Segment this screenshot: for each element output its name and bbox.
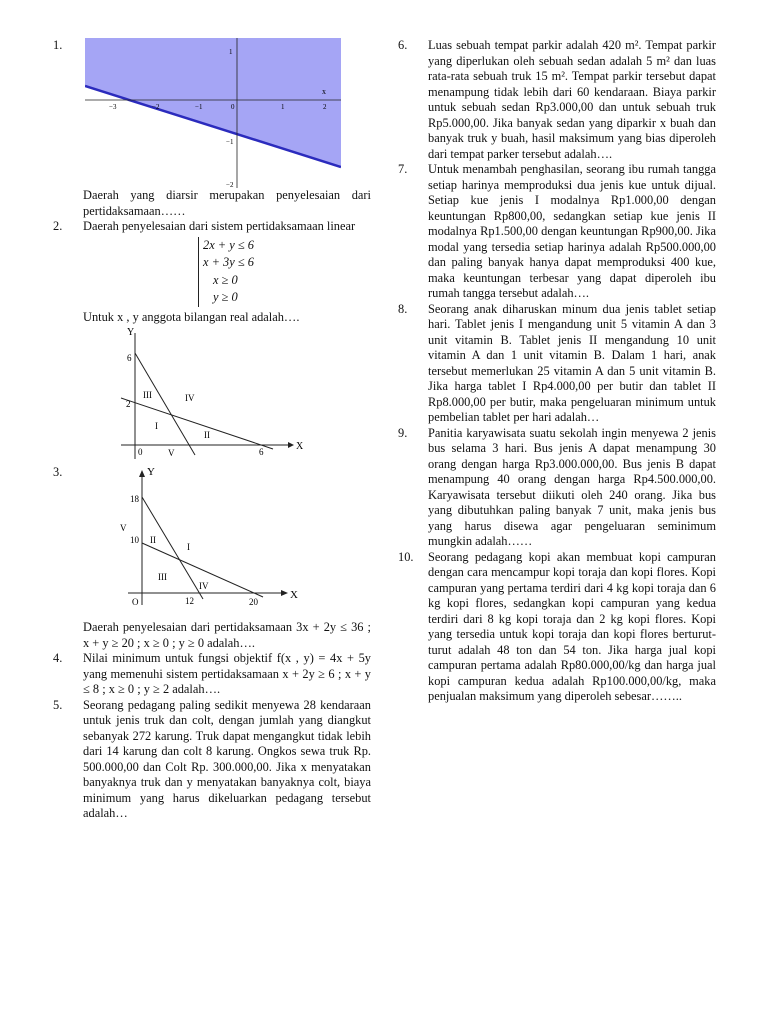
x-arrow [288,442,294,448]
line-2x-plus-y [135,353,195,455]
region-label: III [143,390,152,400]
tick-label-x: −3 [109,103,117,111]
inequality: y ≥ 0 [213,290,238,304]
inequality-system [198,237,371,307]
y-arrow [139,470,145,477]
question-number: 1. [53,38,63,52]
region-label: V [120,523,127,533]
x-axis-label: X [296,441,304,452]
tick-label-x: −1 [195,103,203,111]
question-number: 2. [53,219,63,233]
question-text: Seorang anak diharuskan minum dua jenis tablet setiap hari. Tablet jenis I mengandung unit 5 vitamin A dan 3 unit vitamin B. Tablet jenis II mengandung 10 unit vitamin A dan 1 unit vitamin B. Dalam 1 hari, anak tersebut memerlukan 25 vitamin A dan 5 unit vitamin B. Jika harga tablet I Rp4.000,00 per butir dan tablet II Rp8.000,00 per butir, maka pengeluaran minimum untuk pembelian tablet per hari adalah… [428,301,716,424]
question-number: 3. [53,465,63,479]
question-text: Nilai minimum untuk fungsi objektif f(x , y) = 4x + 5y yang memenuhi sistem pertidaksamaan x + 2y ≥ 6 ; x + y ≤ 8 ; x ≥ 0 ; y ≥ 2 adalah…. [83,651,371,696]
tick-label-y: −1 [226,138,234,146]
region-label: II [204,430,210,440]
inequality: x ≥ 0 [213,272,238,287]
tick-label-x: 2 [323,103,327,111]
left-column [53,38,371,822]
question-text: Panitia karyawisata suatu sekolah ingin menyewa 2 jenis bus selama 3 hari. Bus jenis A dapat menampung 30 orang dengan harga Rp3.000.000,00. Bus jenis B dapat menampung 40 orang dengan harga Rp4.500.000,00. Karyawisata tersebut diikuti oleh 240 orang. Jika bus yang dibutuhkan paling banyak 7 unit, maka jenis bus yang harus disewa agar pengeluaran seminimum mungkin adalah…… [428,425,716,548]
right-column [398,38,716,705]
line-3x-plus-2y [142,497,203,599]
region-label: V [168,448,175,458]
question-7 [398,162,716,302]
region-label: IV [199,581,209,591]
tick-label: 18 [130,494,139,504]
tick-label: 10 [130,535,139,545]
question-number: 9. [398,425,408,440]
region-label: III [158,572,167,582]
tick-label-x: −2 [152,103,160,111]
question-text: Luas sebuah tempat parkir adalah 420 m². Tempat parkir yang diperlukan oleh sebuah sedan adalah 5 m² dan luas rata-rata sebuah truk 15 m². Tempat parkir tersebut dapat menampung tidak lebih dari 60 kendaraan. Biaya parkir untuk sebuah sedan Rp3.000,00 dan untuk sebuah truk Rp5.000,00. Jika banyak sedan yang diparkir x buah dan banyak truk y buah, hasil maksimum yang bias diperoleh dari tempat parker tersebut adalah…. [428,38,716,161]
tick-label-x: 1 [281,103,285,111]
question-1 [53,38,371,219]
y-axis-label: Y [127,327,135,338]
tick-label: 6 [259,447,264,457]
q3-region-graph [103,465,303,620]
question-6 [398,38,716,162]
question-number: 5. [53,697,63,712]
q2-region-graph [113,325,313,465]
region-label: IV [185,393,195,403]
line-x-plus-3y [121,398,273,449]
tick-label-x: 0 [231,103,235,111]
question-10 [398,550,716,705]
x-axis-label: x [322,87,326,96]
question-2 [53,219,371,465]
question-3 [53,465,371,651]
question-text: Seorang pedagang paling sedikit menyewa 28 kendaraan untuk jenis truk dan colt, dengan jumlah yang diangkut sebanyak 272 karung. Truk dapat mengangkut tidak lebih dari 14 karung dan colt 8 karung. Ongkos sewa truk Rp. 500.000,00 dan Colt Rp. 300.000,00. Jika x menyatakan banyaknya truk dan y menyatakan banyaknya colt, biaya minimum yang harus dikeluarkan pedagang tersebut adalah… [83,697,371,820]
shaded-region [85,38,341,167]
origin-label: O [132,597,139,607]
x-axis-label: X [290,589,298,601]
question-4 [53,651,371,698]
question-intro: Daerah penyelesaian dari sistem pertidaksamaan linear [83,219,356,233]
question-9 [398,426,716,550]
question-text: Daerah yang diarsir merupakan penyelesaian dari pertidaksamaan…… [83,188,371,218]
question-number: 4. [53,651,63,665]
tick-label: 0 [138,447,143,457]
question-text: Daerah penyelesaian dari pertidaksamaan 3x + 2y ≤ 36 ; x + y ≥ 20 ; x ≥ 0 ; y ≥ 0 adalah…. [83,620,371,650]
question-5 [53,698,371,822]
question-number: 7. [398,162,408,176]
region-label: I [187,542,190,552]
tick-label: 12 [185,596,194,606]
question-text: Untuk menambah penghasilan, seorang ibu rumah tangga setiap harinya memproduksi dua jenis kue untuk dijual. Setiap kue jenis I modalnya Rp1.000,00 dengan keuntungan Rp800,00, sedangkan setiap kue jenis II modalnya Rp1.500,00 dengan keuntungan Rp900,00. Jika modal yang tersedia setiap harinya adalah Rp500.000,00 dan paling banyak hanya dapat memproduksi 400 kue, maka keuntungan terbesar yang dapat diperoleh ibu rumah tangga tersebut adalah…. [428,162,716,300]
inequality: x + 3y ≤ 6 [203,255,254,269]
question-number: 6. [398,38,408,52]
question-text: Seorang pedagang kopi akan membuat kopi campuran dengan cara mencampur kopi toraja dan kopi flores. Kopi campuran yang pertama terdiri dari 4 kg kopi toraja dan 6 kg kopi flores, sedangkan kopi campuran yang kedua terdiri dari 8 kg kopi toraja dan 2 kg kopi flores. Kopi yang tersedia untuk kopi toraja dan kopi flores berturut-turut adalah 48 ton dan 54 ton. Jika harga jual kopi campuran pertama adalah Rp80.000,00/kg dan harga jual kopi campuran kedua adalah Rp100.000,00/kg, maka penjualan maksimum yang diperoleh sebesar…….. [428,549,716,703]
question-tail: Untuk x , y anggota bilangan real adalah…. [83,309,300,324]
x-arrow [281,590,288,596]
question-number: 10. [398,549,414,564]
tick-label-y: −2 [226,181,234,188]
y-axis-label: Y [147,466,155,478]
region-label: II [150,535,156,545]
tick-label: 20 [249,597,258,607]
tick-label: 2 [126,399,131,409]
inequality: 2x + y ≤ 6 [203,237,254,252]
question-8 [398,302,716,426]
tick-label-y: 1 [229,48,233,56]
question-number: 8. [398,301,408,316]
region-label: I [155,421,158,431]
tick-label: 6 [127,353,132,363]
q1-shaded-region-graph [85,38,341,188]
